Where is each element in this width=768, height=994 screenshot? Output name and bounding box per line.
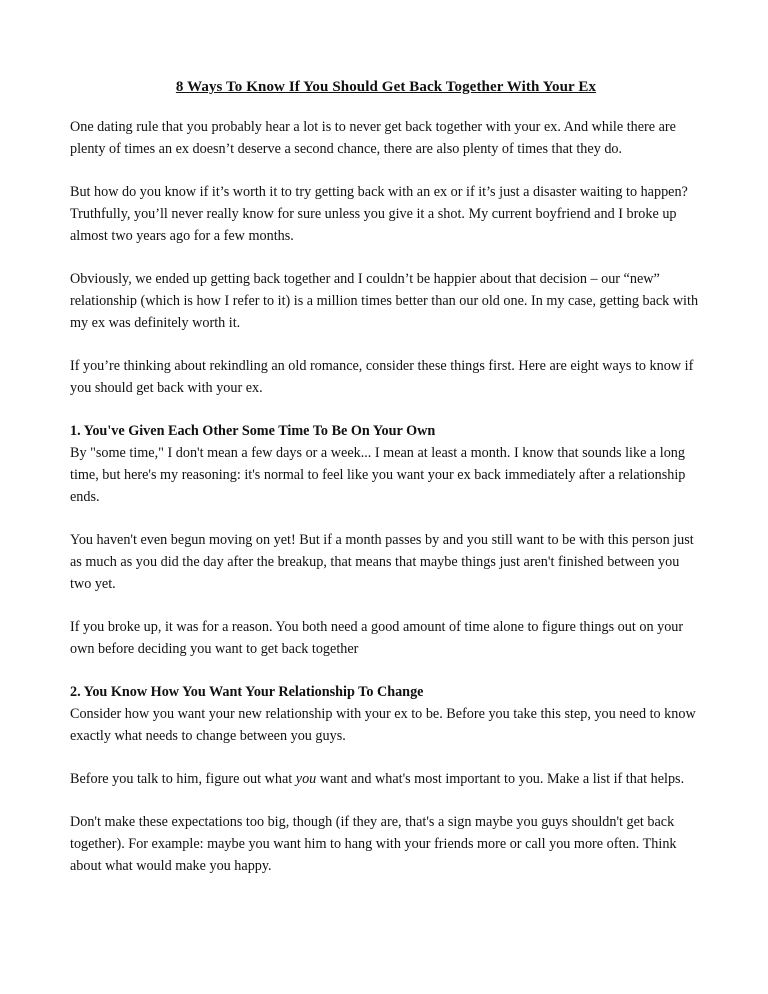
section-2-paragraph-2-start: Before you talk to him, figure out what — [70, 771, 296, 787]
section-2-heading: 2. You Know How You Want Your Relationship To Change — [70, 684, 424, 700]
section-1-paragraph-3: If you broke up, it was for a reason. You both need a good amount of time alone to figure things out on your own before deciding you want to get back together — [70, 619, 684, 657]
section-2-paragraph-3: Don't make these expectations too big, though (if they are, that's a sign maybe you guys shouldn't get back together). For example: maybe you want him to hang with your friends more or call you more often. Think about what would make you happy. — [70, 814, 677, 874]
section-2-paragraph-2 — [70, 768, 702, 790]
section-1-paragraph-2: You haven't even begun moving on yet! But if a month passes by and you still want to be with this person just as much as you did the day after the breakup, that means that maybe things just aren't finished between you two yet. — [70, 532, 694, 592]
intro-paragraph-3: Obviously, we ended up getting back together and I couldn’t be happier about that decision – our “new” relationship (which is how I refer to it) is a million times better than our old one. In my case, getting back with my ex was definitely worth it. — [70, 271, 699, 331]
intro-paragraph-1: One dating rule that you probably hear a lot is to never get back together with your ex. And while there are plenty of times an ex doesn’t deserve a second chance, there are also plenty of times that they do. — [70, 119, 676, 157]
section-2-emphasis: you — [295, 771, 317, 787]
section-2-paragraph-1: Consider how you want your new relationship with your ex to be. Before you take this step, you need to know exactly what needs to change between you guys. — [70, 706, 696, 744]
article-title: 8 Ways To Know If You Should Get Back Together With Your Ex — [175, 79, 597, 95]
section-2 — [70, 681, 702, 747]
intro-paragraph-2: But how do you know if it’s worth it to try getting back with an ex or if it’s just a disaster waiting to happen? Truthfully, you’ll never really know for sure unless you give it a shot. My current boyfriend and I broke up almost two years ago for a few months. — [70, 184, 688, 244]
document-body — [70, 76, 702, 898]
section-1-heading: 1. You've Given Each Other Some Time To Be On Your Own — [70, 423, 436, 439]
section-2-paragraph-2-end: want and what's most important to you. Make a list if that helps. — [316, 771, 685, 787]
section-1 — [70, 420, 702, 508]
section-1-paragraph-1: By "some time," I don't mean a few days or a week... I mean at least a month. I know that sounds like a long time, but here's my reasoning: it's normal to feel like you want your ex back immediately after a relationship ends. — [70, 445, 686, 505]
intro-paragraph-4: If you’re thinking about rekindling an old romance, consider these things first. Here are eight ways to know if you should get back with your ex. — [70, 358, 694, 396]
